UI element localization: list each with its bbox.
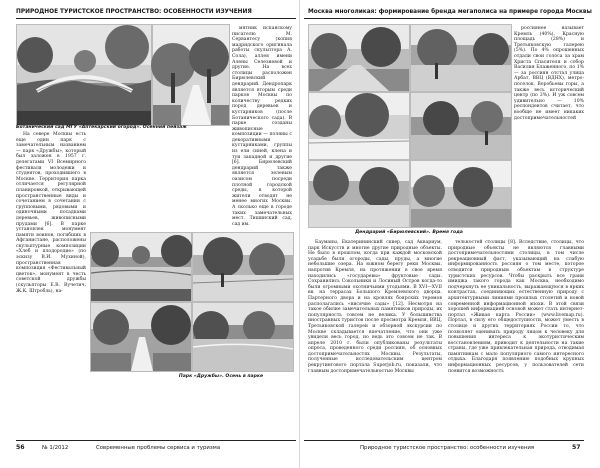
photo-friendship-park-trees bbox=[192, 232, 294, 302]
right-running-header: Москва многоликая: формирование бренда мегаполиса на примере города Москвы bbox=[308, 9, 592, 15]
photo-friendship-park-alley bbox=[90, 302, 192, 372]
left-footer-rule bbox=[16, 440, 296, 441]
right-text-column-1: россиянее называет Кремль (40%), Красную площадь (28%) и Третьяковскую галерею (5%). По 4% опрошенных отдали свои голоса за храм Христа Спасителя и собор Василия Блаженного, по 1% — за россиян отстал улица Арбат, ВВЦ (ВДНХ), метро-поселок, Воробьевы горы, а также весь исторический центр (по 3%). И уж совсем удивительно — 10% респондентов считает, что вообще не имеет никаких достопримечательностей bbox=[514, 26, 584, 121]
photo-botanical-garden-bridge bbox=[16, 24, 152, 126]
left-text-column-1: На севере Москвы есть еще один парк с замечательным названием — парк «Дружбы», который был заложен в 1957 г. делегатами VI Всемирного фестиваля молодежи и студентов, проходившего в Москве. Территория парка отличается регулярной планировкой, открывающей пространственные виды и сочетанием в сочетании с групповыми, рядовыми и одиночными посадками деревьев, живописными прудами [6]. В парке установлен монумент памяти воинов, погибших в Афганистане, расположены скульптурные композиции «Хлеб и плодородие» (по эскизу В.И. Мухиной), пространственная композиция «Фестивальный цветок», монумент в честь советской дружбы (скульпторы Е.В. Вучетич, Ж.К. Штробль), на- bbox=[16, 132, 86, 294]
right-footer-rule bbox=[304, 440, 584, 441]
photo-biryulevo-dendrarium-3 bbox=[308, 92, 410, 160]
right-header-rule bbox=[304, 18, 584, 19]
photo-botanical-garden-path bbox=[152, 24, 230, 126]
photo-friendship-park-pond bbox=[90, 232, 192, 302]
caption-friendship-park: Парк «Дружбы». Осень в парке bbox=[178, 374, 264, 379]
right-page bbox=[300, 0, 600, 468]
caption-botanical-garden: Ботанический сад МГУ «Аптекарский огород». Осенний пейзаж bbox=[16, 125, 187, 130]
photo-biryulevo-dendrarium-6 bbox=[410, 160, 512, 228]
photo-biryulevo-dendrarium-2 bbox=[410, 24, 512, 92]
left-journal-title: Современные проблемы сервиса и туризма bbox=[96, 445, 221, 451]
left-issue-number: № 1/2012 bbox=[42, 445, 69, 451]
right-text-column-2: Бауманы, Екатерининский сквер, сад Аквариум, парк Искусств и многие другие природные объекты. Не было в прошлом, когда при каждой московской усадьбе были огороды, сады, пруды, а многие небольшие озера. На южном берегу реки Москвы, напротив Кремля, на протяжении в свое время находились «государевы» фруктовые сады. Сохранились Сокольники и Лосиный Остров когда-то были огромными охотничьими угодьями. В XVI—XVII вв. на террасах Большого Кремлевского дворца. Партерного двора и на кровлях боярских теремов располагались «висячие сады» [12]. Несмотря на такое обилие замечательных памятников природы, их популярность совсем не велика. У большинства иностранных туристов после просмотра Кремля, ВВЦ, Третьяковской галереи и обзорной экскурсии по Москве складывается впечатление, что они уже увидели весь город, но ведь это совсем не так. В апреле 2010 г. были опубликованы результаты опроса, проведенного среди россиян, об основных достопримечательностях Москвы. Результаты, полученные исследовательским центром рекрутингового портала Superjob.ru, показали, что главным достопримечательностью Москвы bbox=[308, 240, 442, 374]
photo-biryulevo-dendrarium-5 bbox=[308, 160, 410, 228]
photo-friendship-park-lake bbox=[192, 302, 294, 372]
photo-biryulevo-dendrarium-1 bbox=[308, 24, 410, 92]
right-text-column-3: тельностей столицы [8]. Вследствие, столицы, что природные объекты не являются главными достопримечательностями столицы, в том числе рекреационный фаст, указывающий на слабую информированность россиян о том месте, которое отводится природным объектам в структуре туристских ресурсов. Чтобы раскрыть все грани имиджа такого города как Москва, необходимо подчеркнуть ее уникальность, выражающуюся в ярких контрастах, соединяющих естественную природу с архитектурными линиями прошлых столетий и новой современной информационной эпохи. В этой связи хорошей информацией основой может стать интернет-портал «Живая карта России» (www.livemap.ru). Портал, в силу его общедоступности, может уместь в столице и других территориях России то, что позволяет оценивать природу лицом к человеку для повышения интереса к экотуристическим восстановлениям, приводит к деятельности на такие страны, где уже привлекательная природа, отводимая памятникам с мало популярного самого интересного отдыха. Благодаря появлению подобных крупных информационных ресурсов, у пользователей сети появится возможность bbox=[448, 240, 584, 374]
caption-biryulevo-dendrarium: Дендрарий «Бирюлевский». Время года bbox=[355, 230, 463, 235]
photo-biryulevo-dendrarium-4 bbox=[410, 92, 512, 160]
right-footer-title: Природное туристское пространство: особенности изучения bbox=[360, 445, 535, 451]
left-text-column-2: мятник испанскому писателю М. Сервантесу (копия мадридского оригинала работы скульптора А. Сола), аллея имени Алены Селезневой и другие. На всех столицы расположен Бирюлевский дендрарий. Дендропарк является вторым среди парков Москвы по количеству редких пород деревьев и кустарников (после Ботанического сада). В парке созданы живописные композиции — поляны с декоративными кустарниками, группы из ели синей, клена и туи западной и другие [6]. Бирюлевский дендрарий также является зеленым оазисом посреди плотной городской среды, в которой жители отводят не менее многих Москвы. А сколько еще в городе таких замечательных мест. Тишинский сад, сад им. bbox=[232, 26, 292, 227]
left-running-header: ПРИРОДНОЕ ТУРИСТСКОЕ ПРОСТРАНСТВО: ОСОБЕННОСТИ ИЗУЧЕНИЯ bbox=[16, 9, 252, 15]
left-header-rule bbox=[16, 18, 296, 19]
right-page-number: 57 bbox=[572, 444, 581, 451]
left-page-number: 56 bbox=[16, 444, 25, 451]
